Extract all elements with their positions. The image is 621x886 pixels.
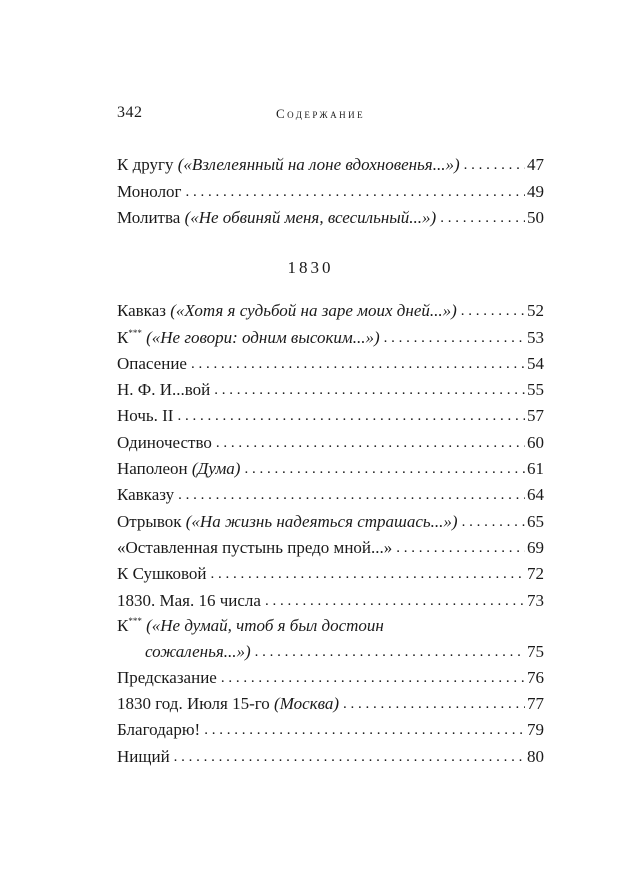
toc-entry-title: Опасение [117, 353, 187, 373]
toc-entry-title: Одиночество [117, 432, 212, 452]
dot-leader [174, 746, 525, 768]
toc-entry-page: 73 [527, 590, 544, 610]
dot-leader [221, 667, 525, 689]
dot-leader [343, 693, 525, 715]
toc-list-before [117, 150, 544, 229]
toc-entry-page: 65 [527, 511, 544, 531]
toc-entry-title: Н. Ф. И...вой [117, 380, 211, 400]
toc-list-1830 [117, 296, 544, 768]
toc-entry-title: Нищий [117, 746, 170, 766]
toc-entry-title: Монолог [117, 181, 182, 201]
toc-entry-title: К*** («Не думай, чтоб я был достоин [117, 615, 384, 635]
toc-entry-odinochestvo[interactable] [117, 427, 544, 453]
toc-entry-title: Молитва («Не обвиняй меня, всесильный...») [117, 207, 437, 227]
toc-entry-page: 64 [527, 485, 544, 505]
toc-entry-predskazanie[interactable] [117, 663, 544, 689]
toc-entry-page: 49 [527, 181, 544, 201]
toc-entry-blagodaryu[interactable] [117, 715, 544, 741]
toc-entry-page: 60 [527, 432, 544, 452]
toc-entry-k-ne-dumay[interactable] [117, 612, 544, 663]
toc-entry-page: 57 [527, 406, 544, 426]
toc-entry-nfi-voy[interactable] [117, 375, 544, 401]
toc-entry-title: «Оставленная пустынь предо мной...» [117, 537, 393, 557]
page-number: 342 [117, 104, 143, 121]
toc-entry-1830-god-iyulya[interactable] [117, 689, 544, 715]
toc-entry-page: 54 [527, 353, 544, 373]
toc-entry-kavkazu[interactable] [117, 480, 544, 506]
toc-entry-page: 79 [527, 720, 544, 740]
toc-entry-title-continued: сожаленья...») [145, 641, 251, 661]
toc-entry-title: Ночь. II [117, 406, 174, 426]
toc-entry-title: Кавказ («Хотя я судьбой на заре моих дней...») [117, 301, 457, 321]
toc-entry-page: 72 [527, 564, 544, 584]
toc-entry-page: 55 [527, 380, 544, 400]
toc-entry-noch-ii[interactable] [117, 401, 544, 427]
toc-entry-ostavlennaya-pustyn[interactable] [117, 533, 544, 559]
toc-entry-title: Наполеон (Дума) [117, 459, 241, 479]
toc-entry-otryvok[interactable] [117, 506, 544, 532]
toc-entry-molitva[interactable] [117, 203, 544, 229]
toc-entry-title: Благодарю! [117, 720, 201, 740]
dot-leader [216, 432, 525, 454]
dot-leader [462, 511, 525, 533]
toc-entry-1830-maya[interactable] [117, 585, 544, 611]
dot-leader [464, 154, 525, 176]
dot-leader [384, 327, 525, 349]
dot-leader [461, 300, 525, 322]
toc-entry-title: К Сушковой [117, 564, 207, 584]
toc-entry-page: 75 [527, 641, 544, 661]
toc-entry-title: 1830 год. Июля 15-го (Москва) [117, 694, 340, 714]
dot-leader [244, 458, 525, 480]
toc-entry-title: Отрывок («На жизнь надеяться страшась...») [117, 511, 458, 531]
toc-entry-title: Предсказание [117, 667, 217, 687]
dot-leader [191, 353, 525, 375]
toc-entry-opasenie[interactable] [117, 349, 544, 375]
toc-entry-page: 77 [527, 694, 544, 714]
toc-entry-napoleon[interactable] [117, 454, 544, 480]
toc-entry-page: 53 [527, 327, 544, 347]
dot-leader [186, 181, 525, 203]
toc-entry-k-ne-govori[interactable] [117, 322, 544, 348]
dot-leader [265, 590, 525, 612]
toc-entry-title: К*** («Не говори: одним высоким...») [117, 327, 380, 347]
toc-entry-page: 69 [527, 537, 544, 557]
dot-leader [214, 379, 525, 401]
toc-entry-nishchiy[interactable] [117, 741, 544, 767]
dot-leader [255, 641, 525, 663]
toc-entry-k-drugu[interactable] [117, 150, 544, 176]
dot-leader [440, 207, 525, 229]
dot-leader [177, 405, 525, 427]
toc-entry-page: 80 [527, 746, 544, 766]
toc-entry-kavkaz[interactable] [117, 296, 544, 322]
toc-entry-title: К другу («Взлелеянный на лоне вдохновенья...») [117, 155, 460, 175]
dot-leader [204, 719, 525, 741]
running-head: Содержание [276, 106, 366, 121]
toc-entry-title: 1830. Мая. 16 числа [117, 590, 261, 610]
toc-entry-title: Кавказу [117, 485, 175, 505]
year-heading: 1830 [287, 258, 334, 277]
toc-entry-page: 50 [527, 207, 544, 227]
dot-leader [178, 484, 525, 506]
toc-entry-page: 52 [527, 301, 544, 321]
dot-leader [396, 537, 525, 559]
toc-entry-page: 47 [527, 155, 544, 175]
toc-entry-page: 61 [527, 459, 544, 479]
dot-leader [211, 563, 526, 585]
toc-entry-page: 76 [527, 667, 544, 687]
toc-entry-monolog[interactable] [117, 176, 544, 202]
toc-entry-k-sushkovoy[interactable] [117, 559, 544, 585]
